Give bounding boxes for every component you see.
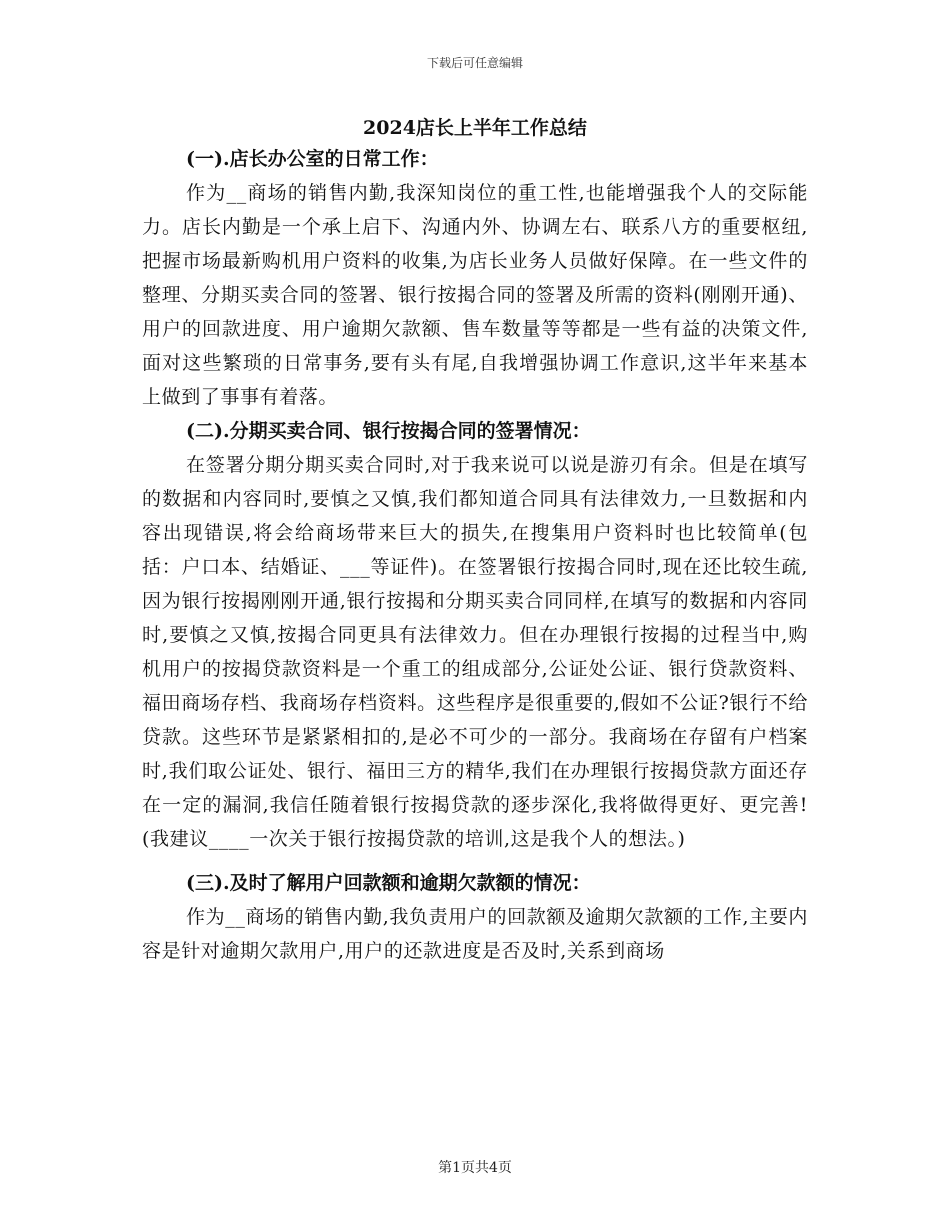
section-paragraph-1: 作为__商场的销售内勤,我深知岗位的重工性,也能增强我个人的交际能力。店长内勤是一个承上启下、沟通内外、协调左右、联系八方的重要枢纽,把握市场最新购机用户资料的收集,为店长业务人员做好保障。在一些文件的整理、分期买卖合同的签署、银行按揭合同的签署及所需的资料(刚刚开通)、用户的回款进度、用户逾期欠款额、售车数量等等都是一些有益的决策文件,面对这些繁琐的日常事务,要有头有尾,自我增强协调工作意识,这半年来基本上做到了事事有着落。 (142, 182, 808, 408)
section-heading-3: (三).及时了解用户回款额和逾期欠款额的情况： (186, 872, 591, 894)
section-paragraph-2: 在签署分期分期买卖合同时,对于我来说可以说是游刃有余。但是在填写的数据和内容同时,要慎之又慎,我们都知道合同具有法律效力,一旦数据和内容出现错误,将会给商场带来巨大的损失,在搜集用户资料时也比较简单(包括：户口本、结婚证、___等证件)。在签署银行按揭合同时,现在还比较生疏,因为银行按揭刚刚开通,银行按揭和分期买卖合同同样,在填写的数据和内容同时,要慎之又慎,按揭合同更具有法律效力。但在办理银行按揭的过程当中,购机用户的按揭贷款资料是一个重工的组成部分,公证处公证、银行贷款资料、福田商场存档、我商场存档资料。这些程序是很重要的,假如不公证?银行不给贷款。这些环节是紧紧相扣的,是必不可少的一部分。我商场在存留有户档案时,我们取公证处、银行、福田三方的精华,我们在办理银行按揭贷款方面还存在一定的漏洞,我信任随着银行按揭贷款的逐步深化,我将做得更好、更完善!(我建议____一次关于银行按揭贷款的培训,这是我个人的想法。) (142, 454, 808, 850)
page-number: 第1页共4页 (438, 1160, 512, 1176)
section-heading-2: (二).分期买卖合同、银行按揭合同的签署情况： (186, 420, 591, 442)
section-heading-1: (一).店长办公室的日常工作： (186, 148, 439, 170)
document-body (142, 114, 808, 968)
page-header-note: 下载后可任意编辑 (426, 56, 523, 70)
section-paragraph-3: 作为__商场的销售内勤,我负责用户的回款额及逾期欠款额的工作,主要内容是针对逾期欠款用户,用户的还款进度是否及时,关系到商场 (142, 906, 808, 962)
document-title: 2024店长上半年工作总结 (363, 117, 587, 139)
